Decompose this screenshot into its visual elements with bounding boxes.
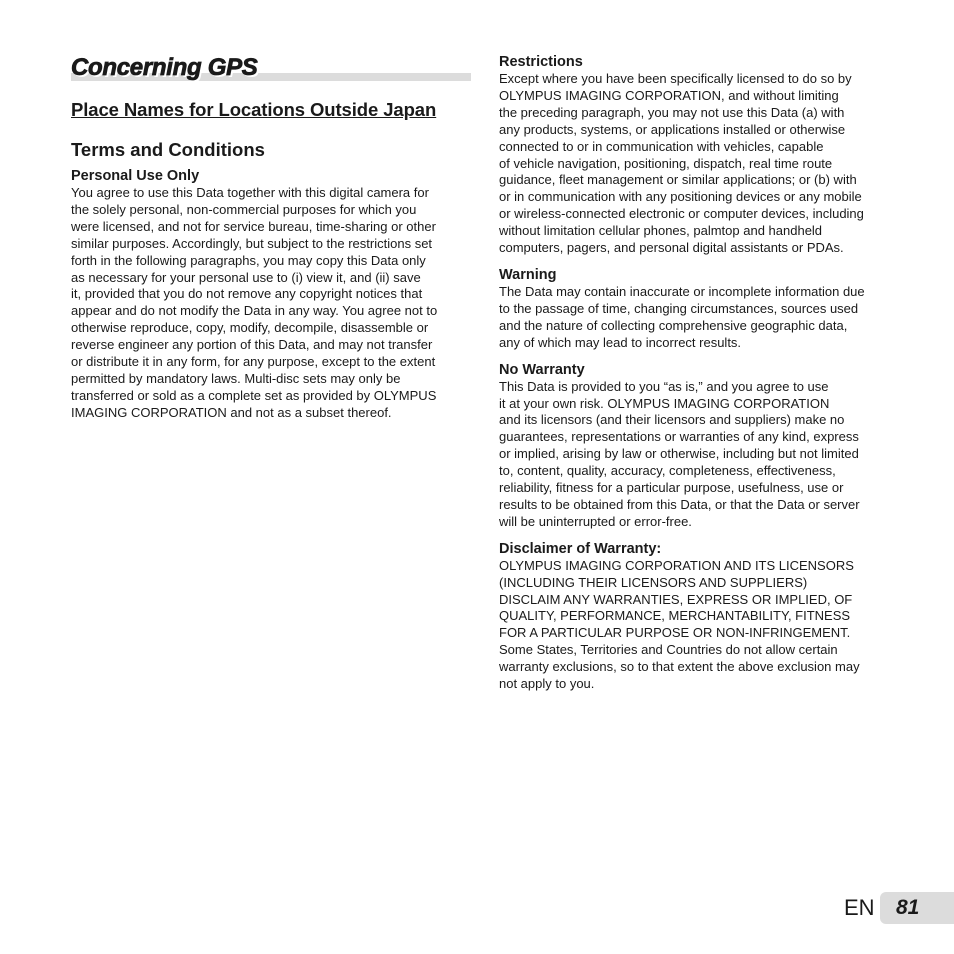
text-line: and its licensors (and their licensors and suppliers) make no <box>499 412 845 428</box>
text-line: reverse engineer any portion of this Data, and may not transfer <box>71 337 433 353</box>
section-body <box>499 284 899 352</box>
terms-heading: Terms and Conditions <box>71 139 265 160</box>
text-line: or implied, arising by law or otherwise, including but not limited <box>499 446 859 462</box>
text-line: guidance, fleet management or similar applications; or (b) with <box>499 172 857 188</box>
text-line: the solely personal, non-commercial purposes for which you <box>71 201 417 217</box>
text-line: connected to or in communication with vehicles, capable <box>499 138 824 154</box>
text-line: You agree to use this Data together with this digital camera for <box>71 185 429 200</box>
title-block <box>71 54 471 84</box>
section-subtitle: Place Names for Locations Outside Japan <box>71 99 437 120</box>
section-heading: Personal Use Only <box>71 168 200 184</box>
text-line: QUALITY, PERFORMANCE, MERCHANTABILITY, FITNESS <box>499 608 851 624</box>
text-line: transferred or sold as a complete set as provided by OLYMPUS <box>71 387 437 403</box>
language-label: EN <box>844 895 875 920</box>
section-body <box>499 379 899 531</box>
text-line: as necessary for your personal use to (i) view it, and (ii) save <box>71 269 421 285</box>
section-restrictions <box>499 54 899 257</box>
text-line: (INCLUDING THEIR LICENSORS AND SUPPLIERS) <box>499 574 808 590</box>
text-line: The Data may contain inaccurate or incomplete information due <box>499 283 865 299</box>
text-line: of vehicle navigation, positioning, dispatch, real time route <box>499 155 833 171</box>
section-no-warranty <box>499 362 899 531</box>
text-line: similar purposes. Accordingly, but subject to the restrictions set <box>71 235 433 251</box>
text-line: not apply to you. <box>499 676 595 692</box>
text-line: computers, pagers, and personal digital assistants or PDAs. <box>499 240 844 256</box>
text-line: OLYMPUS IMAGING CORPORATION, and without limiting <box>499 87 839 103</box>
text-line: any products, systems, or applications installed or otherwise <box>499 121 846 137</box>
section-heading: Restrictions <box>499 54 583 70</box>
text-line: results to be obtained from this Data, or that the Data or server <box>499 496 860 512</box>
section-personal-use <box>71 168 471 422</box>
text-line: to the passage of time, changing circumstances, sources used <box>499 300 859 316</box>
text-line: any of which may lead to incorrect results. <box>499 334 742 350</box>
page-number: 81 <box>896 896 920 919</box>
text-line: DISCLAIM ANY WARRANTIES, EXPRESS OR IMPLIED, OF <box>499 591 853 607</box>
text-line: or wireless-connected electronic or computer devices, including <box>499 206 864 222</box>
page-title: Concerning GPS <box>71 54 258 81</box>
section-warning <box>499 267 899 352</box>
text-line: guarantees, representations or warranties of any kind, express <box>499 429 859 445</box>
left-column <box>71 54 471 422</box>
text-line: OLYMPUS IMAGING CORPORATION AND ITS LICENSORS <box>499 557 854 573</box>
text-line: FOR A PARTICULAR PURPOSE OR NON-INFRINGEMENT. <box>499 625 851 641</box>
section-body <box>71 185 471 422</box>
text-line: it, provided that you do not remove any copyright notices that <box>71 286 423 302</box>
text-line: were licensed, and not for service bureau, time-sharing or other <box>71 218 436 234</box>
text-line: the preceding paragraph, you may not use this Data (a) with <box>499 104 845 120</box>
text-line: IMAGING CORPORATION and not as a subset thereof. <box>71 404 392 420</box>
section-disclaimer <box>499 541 899 693</box>
section-heading: Disclaimer of Warranty: <box>499 540 662 557</box>
text-line: it at your own risk. OLYMPUS IMAGING CORPORATION <box>499 395 830 411</box>
text-line: without limitation cellular phones, palmtop and handheld <box>499 223 823 239</box>
text-line: to, content, quality, accuracy, completeness, effectiveness, <box>499 463 836 479</box>
section-body <box>499 558 899 693</box>
text-line: and the nature of collecting comprehensive geographic data, <box>499 317 848 333</box>
right-column <box>499 54 899 703</box>
text-line: warranty exclusions, so to that extent the above exclusion may <box>499 659 860 675</box>
section-heading: No Warranty <box>499 361 585 378</box>
text-line: or in communication with any positioning devices or any mobile <box>499 189 862 205</box>
section-body <box>499 71 899 257</box>
text-line: permitted by mandatory laws. Multi-disc sets may only be <box>71 370 401 386</box>
text-line: This Data is provided to you “as is,” and you agree to use <box>499 378 829 394</box>
text-line: otherwise reproduce, copy, modify, decompile, disassemble or <box>71 320 429 336</box>
text-line: forth in the following paragraphs, you may copy this Data only <box>71 252 426 268</box>
text-line: Some States, Territories and Countries do not allow certain <box>499 642 838 658</box>
text-line: or distribute it in any form, for any purpose, except to the extent <box>71 354 436 370</box>
text-line: Except where you have been specifically licensed to do so by <box>499 71 852 86</box>
text-line: appear and do not modify the Data in any way. You agree not to <box>71 303 438 319</box>
section-heading: Warning <box>499 266 557 283</box>
text-line: reliability, fitness for a particular purpose, usefulness, use or <box>499 480 844 496</box>
text-line: will be uninterrupted or error-free. <box>499 513 692 529</box>
